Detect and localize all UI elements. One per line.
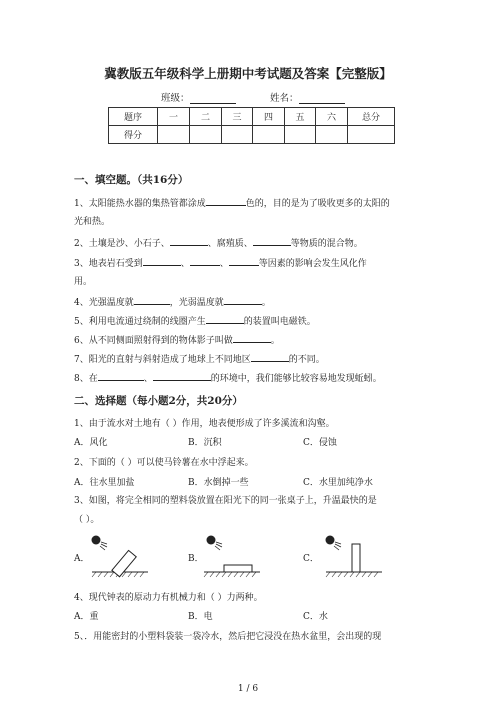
question-text: 4、光强温度就 (74, 298, 134, 308)
question-1-5 (74, 314, 316, 327)
question-text: 等因素的影响会发生风化作 (258, 259, 367, 269)
sun-icon (207, 536, 216, 545)
figure-bag-tilted (88, 530, 152, 580)
question-text: 的环境中，我们能够比较容易地发现蚯蚓。 (210, 374, 382, 384)
question-text: 。 (270, 336, 280, 346)
question-text: 2、土壤是沙、小石子、 (74, 239, 170, 249)
question-1-2 (74, 236, 363, 249)
answer-blank (98, 372, 144, 381)
name-blank (299, 93, 345, 104)
option-a: A．重 (74, 612, 99, 622)
page-number: 1 / 6 (237, 684, 259, 694)
score-header-cell: 三 (222, 108, 253, 126)
question-text: 的装置叫电磁铁。 (243, 317, 316, 327)
score-header-cell: 五 (285, 108, 316, 126)
question-1-1 (74, 196, 390, 209)
score-header-cell: 一 (158, 108, 190, 126)
answer-blank (233, 334, 271, 343)
option-a: A．往水里加盐 (74, 478, 135, 488)
answer-blank (170, 237, 208, 246)
question-2-5: 5、．用能密封的小塑料袋装一袋冷水，然后把它浸没在热水盆里，会出现的现 (74, 632, 382, 642)
answer-blank (143, 257, 181, 266)
question-1-4 (74, 295, 271, 308)
question-2-2: 2、下面的（ ）可以使马铃薯在水中浮起来。 (74, 458, 254, 468)
sun-icon (326, 536, 335, 545)
name-field (270, 90, 345, 104)
option-a: A． (74, 554, 90, 564)
option-b: B． (188, 554, 204, 564)
score-cell (348, 126, 395, 144)
score-header-cell: 题序 (109, 108, 158, 126)
question-2-1: 1、由于流水对土地有（ ）作用，地表便形成了许多溪流和沟壑。 (74, 419, 335, 429)
question-text: 6、从不同侧面照射得到的物体影子叫做 (74, 336, 233, 346)
question-text: 5、利用电流通过绕制的线圈产生 (74, 317, 206, 327)
question-text: 、腐殖质、 (207, 239, 253, 249)
name-label: 姓名： (270, 93, 299, 104)
answer-blank (224, 296, 262, 305)
option-a: A．风化 (74, 438, 108, 448)
sun-icon (92, 536, 101, 545)
question-text: 7、阳光的直射与斜射造成了地球上不同地区 (74, 355, 251, 365)
answer-blank (153, 372, 211, 381)
score-table (108, 107, 395, 144)
question-text: 、 (143, 374, 153, 384)
class-blank (190, 93, 236, 104)
score-cell (158, 126, 190, 144)
score-cell (222, 126, 253, 144)
figure-bag-upright (322, 530, 386, 580)
question-text: 3、地表岩石受到 (74, 259, 143, 269)
score-row-label: 得分 (109, 126, 158, 144)
question-1-8 (74, 371, 382, 384)
score-cell (253, 126, 285, 144)
question-text: 色的，目的是为了吸收更多的太阳的 (245, 199, 390, 209)
option-c: C．侵蚀 (303, 438, 337, 448)
answer-blank (206, 315, 244, 324)
question-text: 。 (261, 298, 271, 308)
class-field (161, 90, 236, 104)
question-1-3-cont: 用。 (74, 277, 93, 287)
question-2-3-cont: （ ）。 (74, 515, 100, 525)
question-1-6 (74, 333, 280, 346)
question-1-1-cont: 光和热。 (74, 217, 111, 227)
question-1-7 (74, 352, 325, 365)
score-header-cell: 二 (190, 108, 222, 126)
question-text: 1、太阳能热水器的集热管都涂成 (74, 199, 206, 209)
option-c: C．水 (303, 612, 328, 622)
section2-heading: 二、选择题（每小题2分，共20分） (74, 395, 243, 407)
option-c: C． (303, 554, 319, 564)
question-text: 8、在 (74, 374, 98, 384)
question-1-3 (74, 256, 367, 269)
question-text: 、 (219, 259, 229, 269)
figure-bag-flat (200, 530, 264, 580)
question-text: 、 (180, 259, 190, 269)
option-b: B．电 (188, 612, 213, 622)
score-table-header-row (109, 108, 395, 126)
section1-heading: 一、填空题。（共16分） (74, 174, 189, 186)
option-b: B．沉积 (188, 438, 222, 448)
score-header-cell: 四 (253, 108, 285, 126)
score-header-cell: 总分 (348, 108, 395, 126)
answer-blank (253, 237, 291, 246)
option-c: C．水里加纯净水 (303, 478, 373, 488)
question-2-3: 3、如图，将完全相同的塑料袋放置在阳光下的同一张桌子上，升温最快的是 (74, 496, 377, 506)
answer-blank (229, 257, 259, 266)
question-2-4: 4、现代钟表的原动力有机械力和（ ）力两种。 (74, 593, 263, 603)
page-title: 冀教版五年级科学上册期中考试题及答案【完整版】 (104, 66, 392, 81)
score-table-score-row (109, 126, 395, 144)
score-cell (190, 126, 222, 144)
answer-blank (206, 197, 246, 206)
score-header-cell: 六 (316, 108, 348, 126)
answer-blank (134, 296, 170, 305)
question-text: 等物质的混合物。 (290, 239, 363, 249)
answer-blank (190, 257, 220, 266)
option-b: B．水倒掉一些 (188, 478, 249, 488)
score-cell (285, 126, 316, 144)
question-text: 的不同。 (288, 355, 325, 365)
class-label: 班级： (161, 93, 190, 104)
answer-blank (251, 353, 289, 362)
question-text: ，光弱温度就 (169, 298, 224, 308)
score-cell (316, 126, 348, 144)
